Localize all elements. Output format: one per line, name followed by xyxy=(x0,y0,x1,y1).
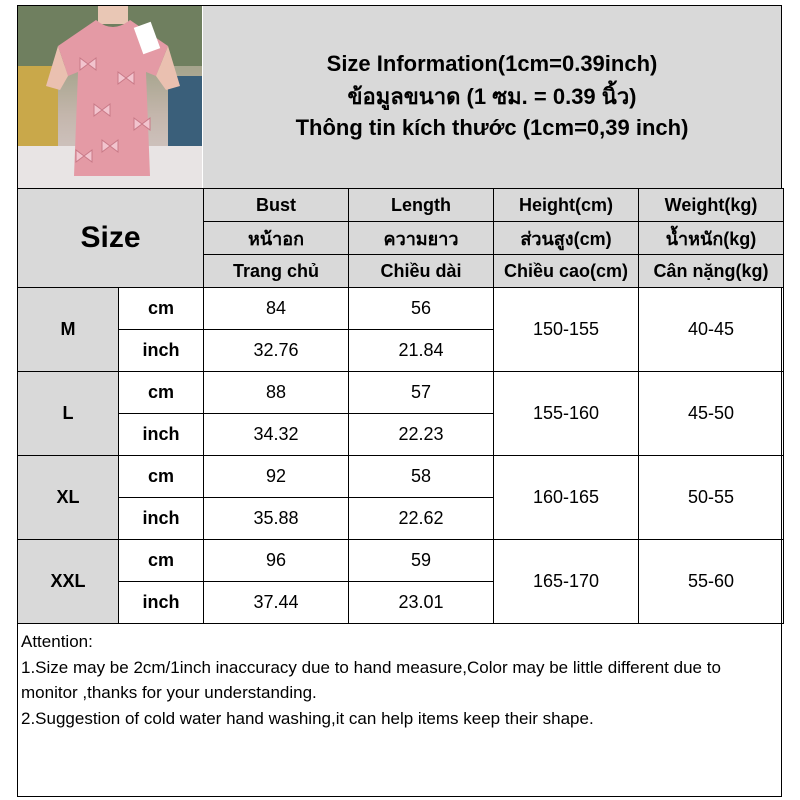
bust-inch-value: 34.32 xyxy=(204,414,349,456)
bust-cm-value: 92 xyxy=(204,456,349,498)
unit-cm: cm xyxy=(119,456,204,498)
length-inch-value: 22.62 xyxy=(349,498,494,540)
size-table xyxy=(17,188,784,624)
column-header-bust-en: Bust xyxy=(204,189,349,222)
length-inch-value: 21.84 xyxy=(349,330,494,372)
bust-inch-value: 35.88 xyxy=(204,498,349,540)
size-label-m: M xyxy=(18,288,119,372)
weight-range: 45-50 xyxy=(639,372,784,456)
bust-inch-value: 32.76 xyxy=(204,330,349,372)
title-english: Size Information(1cm=0.39inch) xyxy=(326,51,658,76)
weight-range: 55-60 xyxy=(639,540,784,624)
bust-cm-value: 84 xyxy=(204,288,349,330)
weight-range: 50-55 xyxy=(639,456,784,540)
title-vietnamese: Thông tin kích thước (1cm=0,39 inch) xyxy=(295,115,689,140)
column-header-height-en: Height(cm) xyxy=(494,189,639,222)
height-range: 160-165 xyxy=(494,456,639,540)
weight-range: 40-45 xyxy=(639,288,784,372)
attention-notes xyxy=(21,629,781,731)
table-row xyxy=(18,372,784,414)
height-range: 155-160 xyxy=(494,372,639,456)
height-range: 150-155 xyxy=(494,288,639,372)
column-header-height-th: ส่วนสูง(cm) xyxy=(494,222,639,255)
size-header: Size xyxy=(18,189,204,288)
length-cm-value: 59 xyxy=(349,540,494,582)
column-header-weight-en: Weight(kg) xyxy=(639,189,784,222)
column-header-length-vi: Chiều dài xyxy=(349,255,494,288)
bust-cm-value: 96 xyxy=(204,540,349,582)
length-cm-value: 56 xyxy=(349,288,494,330)
column-header-length-th: ความยาว xyxy=(349,222,494,255)
unit-inch: inch xyxy=(119,330,204,372)
bust-cm-value: 88 xyxy=(204,372,349,414)
size-label-xxl: XXL xyxy=(18,540,119,624)
column-header-height-vi: Chiều cao(cm) xyxy=(494,255,639,288)
length-cm-value: 58 xyxy=(349,456,494,498)
unit-inch: inch xyxy=(119,414,204,456)
size-label-xl: XL xyxy=(18,456,119,540)
unit-cm: cm xyxy=(119,540,204,582)
length-cm-value: 57 xyxy=(349,372,494,414)
column-header-bust-th: หน้าอก xyxy=(204,222,349,255)
bust-inch-value: 37.44 xyxy=(204,582,349,624)
table-row xyxy=(18,540,784,582)
column-header-weight-vi: Cân nặng(kg) xyxy=(639,255,784,288)
length-inch-value: 23.01 xyxy=(349,582,494,624)
height-range: 165-170 xyxy=(494,540,639,624)
column-header-length-en: Length xyxy=(349,189,494,222)
attention-note-1: 1.Size may be 2cm/1inch inaccuracy due to hand measure,Color may be little different due to monitor ,thanks for your understanding. xyxy=(21,657,721,702)
table-row xyxy=(18,288,784,330)
unit-cm: cm xyxy=(119,372,204,414)
column-header-bust-vi: Trang chủ xyxy=(204,255,349,288)
product-photo-illustration xyxy=(18,6,202,188)
title-thai: ข้อมูลขนาด (1 ซม. = 0.39 นิ้ว) xyxy=(347,84,637,109)
size-label-l: L xyxy=(18,372,119,456)
attention-note-2: 2.Suggestion of cold water hand washing,it can help items keep their shape. xyxy=(21,708,594,728)
product-photo xyxy=(18,6,202,188)
length-inch-value: 22.23 xyxy=(349,414,494,456)
unit-cm: cm xyxy=(119,288,204,330)
column-header-weight-th: น้ำหนัก(kg) xyxy=(639,222,784,255)
unit-inch: inch xyxy=(119,498,204,540)
unit-inch: inch xyxy=(119,582,204,624)
table-row xyxy=(18,456,784,498)
attention-heading: Attention: xyxy=(21,632,93,651)
